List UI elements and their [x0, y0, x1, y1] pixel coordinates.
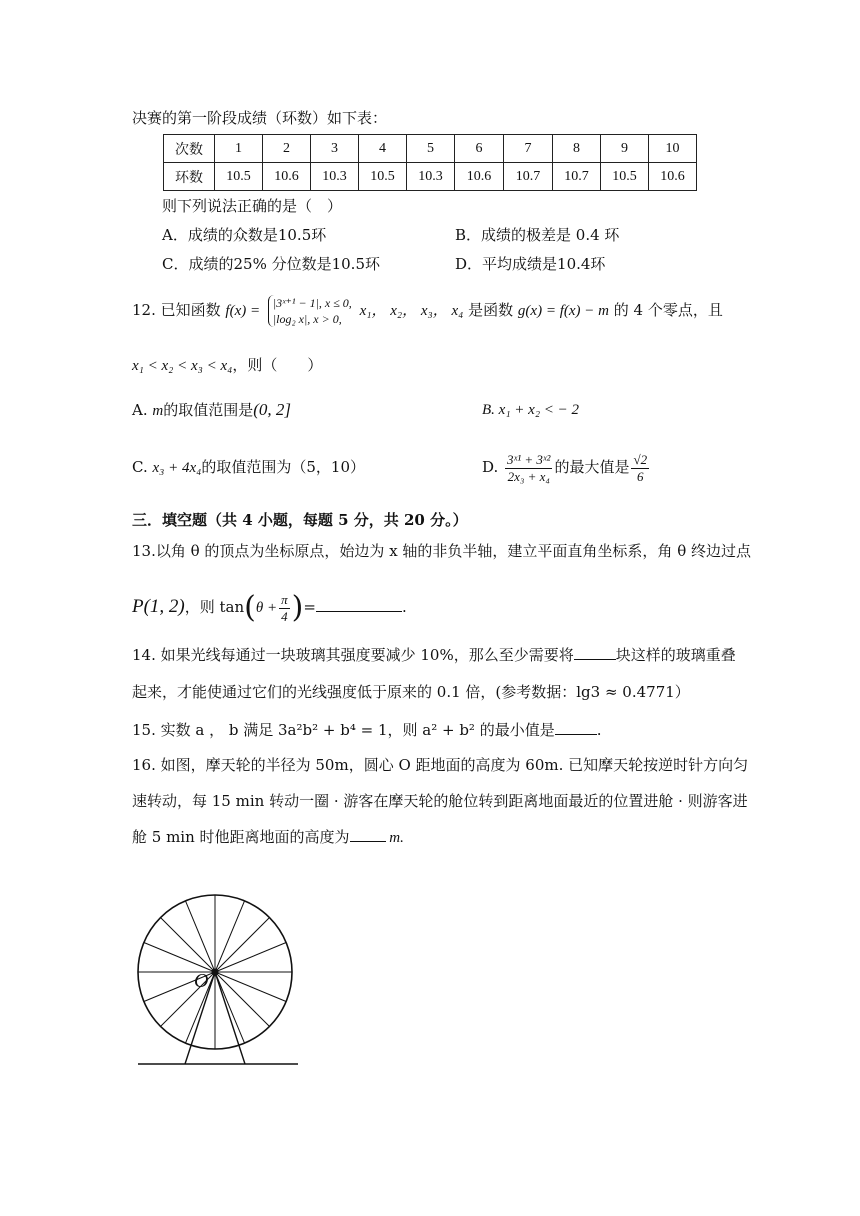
wheel-hub: [212, 969, 219, 976]
q13-equals: =: [303, 598, 316, 616]
row-head-scores: 环数: [164, 163, 215, 191]
q12-option-a-interval: (0, 2]: [253, 400, 292, 419]
table-cell: 10.6: [649, 163, 697, 191]
q12-tail2: 的 4 个零点，且: [613, 301, 723, 319]
row-head-counts: 次数: [164, 135, 215, 163]
q12-option-c-expr: x₃ + 4x₄: [152, 460, 202, 476]
q12-option-a-text: 的取值范围是: [163, 401, 254, 419]
table-cell: 1: [215, 135, 263, 163]
ferris-wheel-figure: [130, 885, 330, 1080]
q15-answer-blank[interactable]: [555, 734, 597, 735]
q12-option-d-fraction: [505, 452, 552, 485]
q12-option-c: [132, 457, 365, 478]
q12-option-d-max-numerator: √2: [633, 451, 648, 467]
table-cell: 8: [553, 135, 601, 163]
q12-option-a: [132, 400, 291, 421]
table-cell: 7: [504, 135, 553, 163]
q13-end: .: [401, 598, 407, 616]
center-label: O: [194, 970, 209, 992]
table-cell: 10.6: [455, 163, 504, 191]
q16-line1: 16. 如图，摩天轮的半径为 50m，圆心 O 距地面的高度为 60m. 已知摩天轮按逆时针方向匀: [132, 756, 749, 774]
q12-option-d-max: [631, 452, 649, 485]
q12-case1: |3ˣ⁺¹ − 1|, x ≤ 0,: [272, 296, 352, 310]
q12-case2: |log₂ x|, x > 0,: [272, 312, 342, 326]
wheel-spoke: [161, 918, 215, 972]
q11-option-a: A．成绩的众数是10.5环: [162, 226, 327, 244]
table-cell: 10.7: [553, 163, 601, 191]
q12-stem: [132, 290, 723, 331]
table-cell: 10.3: [407, 163, 455, 191]
q12-piecewise: [268, 295, 352, 327]
q16-unit: m.: [385, 830, 404, 846]
q12-option-d-numerator: 3ˣ¹ + 3ˣ²: [507, 451, 551, 467]
q13-four: 4: [281, 608, 288, 624]
q12-lead: 12. 已知函数: [132, 301, 221, 319]
support-leg-right: [215, 972, 245, 1064]
q12-fx: f(x) =: [225, 303, 261, 319]
table-cell: 3: [311, 135, 359, 163]
table-cell: 10.6: [263, 163, 311, 191]
q16-line3-text: 舱 5 min 时他距离地面的高度为: [132, 828, 350, 846]
q12-vars: x₁， x₂， x₃， x₄: [359, 303, 464, 319]
q15-end: .: [596, 721, 602, 739]
q14-answer-blank[interactable]: [574, 659, 616, 660]
q14-line1-a: 14. 如果光线每通过一块玻璃其强度要减少 10%，那么至少需要将: [132, 646, 574, 664]
q12-option-b: B. x₁ + x₂ < − 2: [482, 402, 580, 418]
table-row: [164, 135, 697, 163]
q12-ineq-line: [132, 355, 322, 376]
score-table: [163, 134, 697, 191]
q13-arg: θ +: [255, 600, 278, 616]
table-cell: 10.3: [311, 163, 359, 191]
q12-ineq: x₁ < x₂ < x₃ < x₄: [132, 358, 233, 374]
q13-line2: P(1, 2)，则 tan(θ + $\frac{\pi}{4}$ )= .: [132, 590, 407, 625]
q12-option-a-letter: A.: [132, 401, 148, 419]
q14-line2: 起来，才能使通过它们的光线强度低于原来的 0.1 倍，(参考数据：lg3 ≈ 0.4771）: [132, 683, 690, 701]
q14-line1-b: 块这样的玻璃重叠: [615, 646, 736, 664]
q12-option-d-text: 的最大值是: [554, 458, 630, 476]
table-row: [164, 163, 697, 191]
q14-line1: [132, 645, 736, 665]
section-title: 三．填空题（共 4 小题，每题 5 分，共 20 分。）: [132, 511, 468, 529]
q11-option-b: B．成绩的极差是 0.4 环: [455, 226, 620, 244]
q13-line1: 13.以角 θ 的顶点为坐标原点，始边为 x 轴的非负半轴，建立平面直角坐标系，角 θ 终边过点: [132, 542, 751, 560]
wheel-spoke: [215, 918, 269, 972]
table-cell: 10.7: [504, 163, 553, 191]
q12-option-d: [482, 446, 651, 488]
q12-ineq-tail: ，则（ ）: [232, 356, 323, 374]
table-cell: 10.5: [359, 163, 407, 191]
q13-answer-blank[interactable]: [316, 611, 402, 612]
q16-line2: 速转动，每 15 min 转动一圈 · 游客在摩天轮的舱位转到距离地面最近的位置进舱 · 则游客进: [132, 792, 748, 810]
q16-line3: [132, 827, 404, 848]
table-cell: 6: [455, 135, 504, 163]
table-cell: 10.5: [601, 163, 649, 191]
q13-fraction: [279, 592, 290, 625]
q11-option-d: D．平均成绩是10.4环: [455, 255, 606, 273]
q12-tail1: 是函数: [468, 301, 514, 319]
table-cell: 5: [407, 135, 455, 163]
q16-answer-blank[interactable]: [350, 841, 386, 842]
q12-option-d-max-denominator: 6: [637, 468, 644, 484]
q12-option-d-denominator: 2x₃ + x₄: [507, 468, 550, 484]
table-cell: 9: [601, 135, 649, 163]
q13-tan: ，则 tan: [184, 598, 245, 616]
q11-intro: 决赛的第一阶段成绩（环数）如下表：: [132, 109, 388, 127]
q12-gx: g(x) = f(x) − m: [517, 303, 609, 319]
q13-point: P(1, 2): [132, 596, 185, 617]
table-cell: 4: [359, 135, 407, 163]
q12-option-c-text: 的取值范围为（5，10）: [201, 458, 366, 476]
q11-option-c: C．成绩的25% 分位数是10.5环: [162, 255, 380, 273]
table-cell: 10: [649, 135, 697, 163]
table-cell: 10.5: [215, 163, 263, 191]
q13-pi: π: [281, 591, 288, 607]
q15-line: [132, 720, 602, 740]
q12-option-c-letter: C.: [132, 458, 148, 476]
q12-option-a-m: m: [152, 403, 164, 419]
q12-option-d-letter: D.: [482, 458, 499, 476]
q11-prompt: 则下列说法正确的是（ ）: [162, 197, 343, 215]
table-cell: 2: [263, 135, 311, 163]
q15-text: 15. 实数 a ， b 满足 3a²b² + b⁴ = 1，则 a² + b² 的最小值是: [132, 721, 555, 739]
